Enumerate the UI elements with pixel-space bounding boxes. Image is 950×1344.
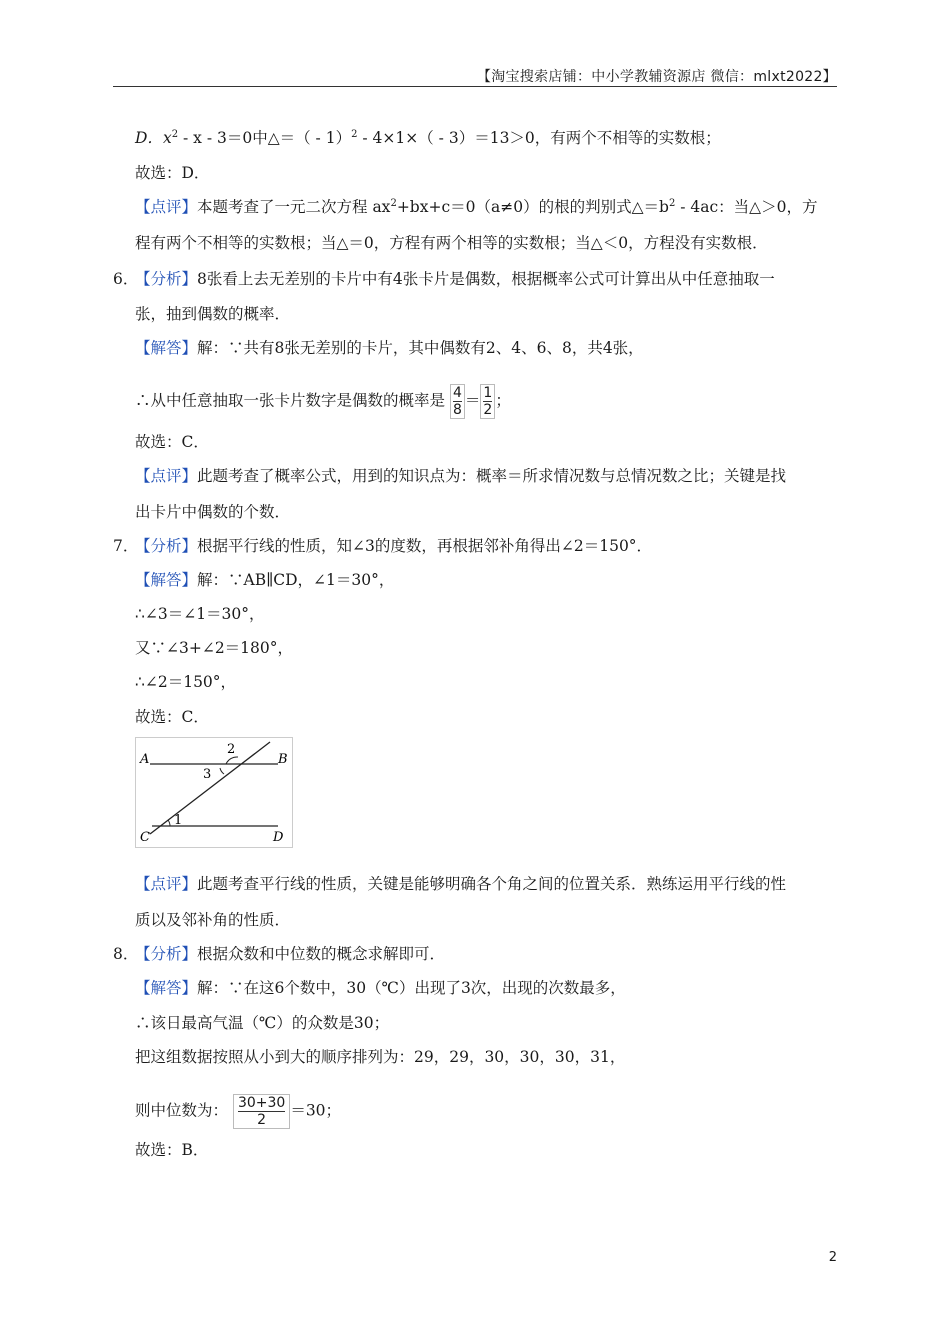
label-b: B: [278, 752, 288, 767]
fraction-4-8: [450, 384, 465, 419]
angle-1-arc: [168, 820, 170, 826]
q8-solution-line-3: 把这组数据按照从小到大的顺序排列为：29，29，30，30，30，31，: [135, 1048, 626, 1066]
solution-tag: 【解答】: [135, 339, 198, 357]
q7-number: 7．: [113, 537, 139, 555]
text: 本题考查了一元二次方程 ax: [197, 198, 391, 216]
q8-solution-line-2: ∴该日最高气温（℃）的众数是30；: [135, 1014, 390, 1032]
q6-analysis-line-1: [135, 269, 775, 289]
analysis-tag: 【分析】: [135, 270, 198, 288]
label-c: C: [140, 830, 150, 845]
comment-tag: 【点评】: [135, 198, 198, 216]
numerator: 1: [483, 385, 493, 401]
text: 8张看上去无差别的卡片中有4张卡片是偶数，根据概率公式可计算出从中任意抽取一: [197, 270, 775, 288]
comment-tag: 【点评】: [135, 467, 198, 485]
text: ∴从中任意抽取一张卡片数字是偶数的概率是: [135, 391, 446, 410]
q6-comment-line-1: [135, 466, 786, 486]
text: - 4×1×（ - 3）＝13＞0，有两个不相等的实数根；: [357, 129, 721, 147]
text: ＝30；: [290, 1101, 342, 1120]
fraction-median: [233, 1094, 290, 1129]
page-header: 【淘宝搜索店铺：中小学教辅资源店 微信：mlxt2022】: [476, 69, 837, 85]
q7-solution-line-2: ∴∠3＝∠1＝30°，: [135, 605, 265, 623]
angle-2-arc: [226, 757, 238, 764]
superscript: 2: [668, 198, 676, 209]
comment-tag: 【点评】: [135, 875, 198, 893]
solution-tag: 【解答】: [135, 571, 198, 589]
parallel-lines-figure: [135, 737, 293, 848]
text: 解：∵AB∥CD，∠1＝30°，: [197, 571, 395, 589]
text: 此题考查平行线的性质，关键是能够明确各个角之间的位置关系．熟练运用平行线的性: [197, 875, 787, 893]
analysis-tag: 【分析】: [135, 945, 198, 963]
text: - 4ac：当△＞0，方: [675, 198, 818, 216]
q6-solution-line-1: [135, 338, 644, 358]
label-angle-1: 1: [174, 813, 183, 828]
label-angle-2: 2: [227, 742, 236, 757]
q6-analysis-line-2: 张，抽到偶数的概率．: [135, 305, 291, 323]
numerator: 4: [452, 385, 462, 401]
fraction-1-2: [480, 384, 495, 419]
text: ＝: [464, 391, 481, 410]
header-rule: [113, 86, 837, 87]
text: +bx+c＝0（a≠0）的根的判别式△＝b: [396, 198, 669, 216]
text: - x - 3＝0中△＝（ - 1）: [178, 129, 352, 147]
q8-solution-line-1: [135, 978, 626, 998]
text: 根据众数和中位数的概念求解即可．: [197, 945, 446, 963]
denominator: 8: [452, 402, 462, 418]
var-x: x: [162, 129, 172, 147]
q6-solution-line-2: [135, 384, 511, 419]
text: 根据平行线的性质，知∠3的度数，再根据邻补角得出∠2＝150°．: [197, 537, 653, 555]
q6-number: 6．: [113, 270, 139, 288]
text: 此题考查了概率公式，用到的知识点为：概率＝所求情况数与总情况数之比；关键是找: [197, 467, 787, 485]
label-a: A: [140, 752, 150, 767]
analysis-tag: 【分析】: [135, 537, 198, 555]
q7-comment-line-1: [135, 874, 786, 894]
q8-solution-line-4: [135, 1094, 341, 1129]
q8-answer: 故选：B．: [135, 1141, 209, 1159]
numerator: 30+30: [237, 1095, 286, 1111]
q7-solution-line-1: [135, 570, 394, 590]
option-d-label: D．: [135, 129, 163, 147]
q8-analysis: [135, 944, 445, 964]
page-number: 2: [828, 1250, 837, 1265]
q6-answer: 故选：C．: [135, 433, 209, 451]
q5-comment-line-1: [135, 197, 817, 217]
denominator: 2: [483, 402, 493, 418]
superscript: 2: [171, 129, 179, 140]
q8-number: 8．: [113, 945, 139, 963]
text: 解：∵在这6个数中，30（℃）出现了3次，出现的次数最多，: [197, 979, 626, 997]
parallel-lines-diagram: [136, 738, 292, 847]
label-angle-3: 3: [203, 767, 212, 782]
denominator: 2: [257, 1112, 267, 1128]
label-d: D: [273, 830, 284, 845]
text: 则中位数为：: [135, 1101, 229, 1120]
q5-answer: 故选：D．: [135, 164, 210, 182]
text: ；: [495, 391, 511, 410]
superscript: 2: [390, 198, 397, 209]
q7-solution-line-3: 又∵∠3+∠2＝180°，: [135, 639, 294, 657]
option-d-line: [135, 128, 721, 148]
text: 解：∵共有8张无差别的卡片，其中偶数有2、4、6、8，共4张，: [197, 339, 644, 357]
q5-comment-line-2: 程有两个不相等的实数根；当△＝0，方程有两个相等的实数根；当△＜0，方程没有实数根．: [135, 234, 768, 252]
q7-comment-line-2: 质以及邻补角的性质．: [135, 911, 291, 929]
angle-3-arc: [220, 768, 224, 774]
solution-tag: 【解答】: [135, 979, 198, 997]
superscript: 2: [351, 129, 358, 140]
q7-solution-line-4: ∴∠2＝150°，: [135, 673, 237, 691]
q7-answer: 故选：C．: [135, 708, 209, 726]
q7-analysis: [135, 536, 652, 556]
q6-comment-line-2: 出卡片中偶数的个数．: [135, 503, 291, 521]
